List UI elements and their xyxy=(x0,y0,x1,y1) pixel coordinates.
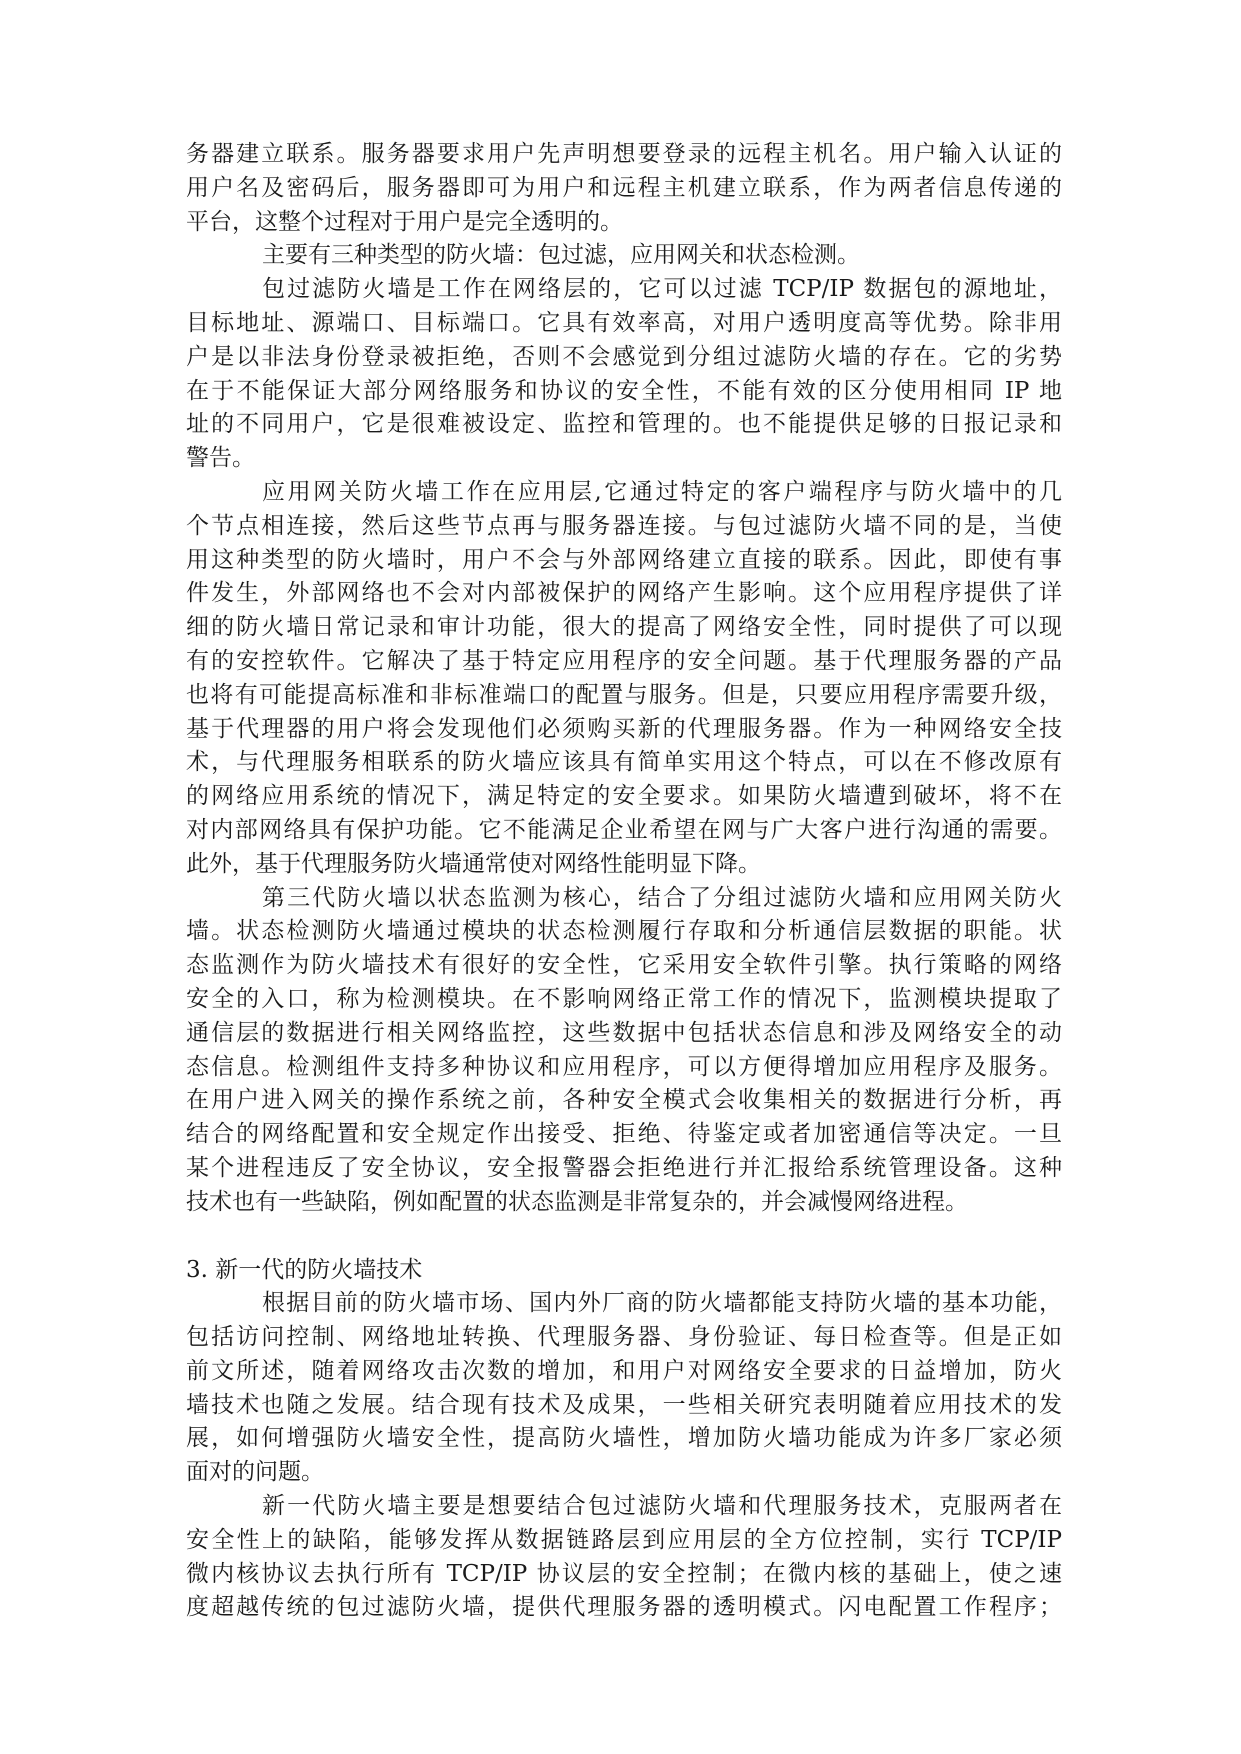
text-line: 件发生，外部网络也不会对内部被保护的网络产生影响。这个应用程序提供了详 xyxy=(186,580,1062,607)
text-line: 墙技术也随之发展。结合现有技术及成果，一些相关研究表明随着应用技术的发 xyxy=(186,1391,1062,1418)
paragraph-new-generation-details xyxy=(186,1490,1062,1625)
text-line: 结合的网络配置和安全规定作出接受、拒绝、待鉴定或者加密通信等决定。一旦 xyxy=(186,1121,1062,1148)
text-line: 根据目前的防火墙市场、国内外厂商的防火墙都能支持防火墙的基本功能， xyxy=(262,1290,1062,1317)
text-line: 此外，基于代理服务防火墙通常使对网络性能明显下降。 xyxy=(186,850,761,877)
text-line: 细的防火墙日常记录和审计功能，很大的提高了网络安全性，同时提供了可以现 xyxy=(186,614,1062,641)
document-page xyxy=(186,138,1062,1625)
text-line: 址的不同用户，它是很难被设定、监控和管理的。也不能提供足够的日报记录和 xyxy=(186,411,1062,438)
text-line: 个节点相连接，然后这些节点再与服务器连接。与包过滤防火墙不同的是，当使 xyxy=(186,512,1062,539)
text-line: 前文所述，随着网络攻击次数的增加，和用户对网络安全要求的日益增加，防火 xyxy=(186,1357,1062,1384)
text-line: 态信息。检测组件支持多种协议和应用程序，可以方便得增加应用程序及服务。 xyxy=(186,1053,1062,1080)
text-line: 展，如何增强防火墙安全性，提高防火墙性，增加防火墙功能成为许多厂家必须 xyxy=(186,1425,1062,1452)
text-line: 主要有三种类型的防火墙：包过滤，应用网关和状态检测。 xyxy=(262,242,860,269)
text-line: 安全性上的缺陷，能够发挥从数据链路层到应用层的全方位控制，实行 TCP/IP xyxy=(186,1526,1062,1553)
paragraph-packet-filter xyxy=(186,273,1062,476)
text-line: 包括访问控制、网络地址转换、代理服务器、身份验证、每日检查等。但是正如 xyxy=(186,1324,1062,1351)
text-line: 度超越传统的包过滤防火墙，提供代理服务器的透明模式。闪电配置工作程序； xyxy=(186,1594,1062,1621)
paragraph-stateful-inspection xyxy=(186,882,1062,1220)
text-line: 平台，这整个过程对于用户是完全透明的。 xyxy=(186,208,623,235)
text-line: 务器建立联系。服务器要求用户先声明想要登录的远程主机名。用户输入认证的 xyxy=(186,141,1062,167)
text-line: 第三代防火墙以状态监测为核心，结合了分组过滤防火墙和应用网关防火 xyxy=(262,884,1062,911)
text-line: 对内部网络具有保护功能。它不能满足企业希望在网与广大客户进行沟通的需要。 xyxy=(186,816,1062,843)
text-line: 也将有可能提高标准和非标准端口的配置与服务。但是，只要应用程序需要升级， xyxy=(186,681,1062,708)
text-line: 通信层的数据进行相关网络监控，这些数据中包括状态信息和涉及网络安全的动 xyxy=(186,1019,1062,1046)
text-line: 墙。状态检测防火墙通过模块的状态检测履行存取和分析通信层数据的职能。状 xyxy=(186,918,1062,945)
text-line: 基于代理器的用户将会发现他们必须购买新的代理服务器。作为一种网络安全技 xyxy=(186,715,1062,742)
paragraph-new-generation-intro xyxy=(186,1287,1062,1490)
text-line: 微内核协议去执行所有 TCP/IP 协议层的安全控制；在微内核的基础上，使之速 xyxy=(186,1560,1062,1587)
paragraph-application-gateway xyxy=(186,476,1062,882)
text-line: 在于不能保证大部分网络服务和协议的安全性，不能有效的区分使用相同 IP 地 xyxy=(186,377,1062,404)
text-line: 技术也有一些缺陷，例如配置的状态监测是非常复杂的，并会减慢网络进程。 xyxy=(186,1188,968,1215)
text-line: 态监测作为防火墙技术有很好的安全性，它采用安全软件引擎。执行策略的网络 xyxy=(186,952,1062,979)
text-line: 某个进程违反了安全协议，安全报警器会拒绝进行并汇报给系统管理设备。这种 xyxy=(186,1154,1062,1181)
text-line: 面对的问题。 xyxy=(186,1459,324,1486)
text-line: 安全的入口，称为检测模块。在不影响网络正常工作的情况下，监测模块提取了 xyxy=(186,985,1062,1012)
paragraph-continuation xyxy=(186,138,1062,239)
text-line: 用这种类型的防火墙时，用户不会与外部网络建立直接的联系。因此，即使有事 xyxy=(186,546,1062,573)
text-line: 术，与代理服务相联系的防火墙应该具有简单实用这个特点，可以在不修改原有 xyxy=(186,749,1062,776)
section-heading: 3. 新一代的防火墙技术 xyxy=(186,1256,423,1283)
text-line: 警告。 xyxy=(186,445,255,472)
paragraph-firewall-types xyxy=(186,239,1062,273)
text-line: 目标地址、源端口、目标端口。它具有效率高，对用户透明度高等优势。除非用 xyxy=(186,309,1062,336)
text-line: 在用户进入网关的操作系统之前，各种安全模式会收集相关的数据进行分析，再 xyxy=(186,1087,1062,1114)
text-line: 新一代防火墙主要是想要结合包过滤防火墙和代理服务技术，克服两者在 xyxy=(262,1493,1062,1520)
text-line: 户是以非法身份登录被拒绝，否则不会感觉到分组过滤防火墙的存在。它的劣势 xyxy=(186,343,1062,370)
text-line: 应用网关防火墙工作在应用层,它通过特定的客户端程序与防火墙中的几 xyxy=(262,478,1062,505)
text-line: 用户名及密码后，服务器即可为用户和远程主机建立联系，作为两者信息传递的 xyxy=(186,174,1062,201)
text-line: 包过滤防火墙是工作在网络层的，它可以过滤 TCP/IP 数据包的源地址， xyxy=(262,276,1062,303)
text-line: 的网络应用系统的情况下，满足特定的安全要求。如果防火墙遭到破坏，将不在 xyxy=(186,783,1062,810)
text-line: 有的安控软件。它解决了基于特定应用程序的安全问题。基于代理服务器的产品 xyxy=(186,647,1062,674)
blank-line xyxy=(186,1220,1062,1254)
